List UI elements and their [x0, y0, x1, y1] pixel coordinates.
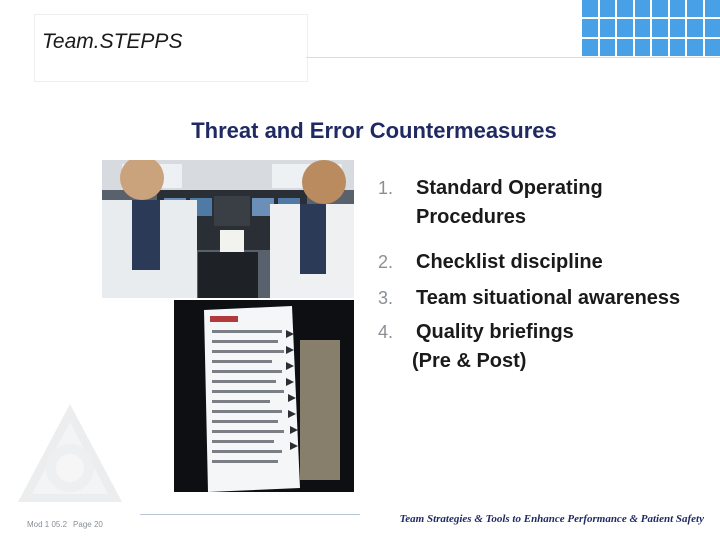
cockpit-illustration: [102, 160, 354, 298]
list-item: 4. Quality briefings (Pre & Post): [378, 321, 574, 372]
footer-divider: [140, 514, 360, 515]
corner-grid-decoration: [582, 0, 720, 56]
checklist-photo: [174, 300, 354, 492]
teamstepps-triangle-icon: [12, 398, 128, 514]
countermeasures-list: [378, 174, 698, 376]
brand-name: Team.STEPPS: [42, 30, 183, 53]
list-item: 1. Standard Operating Procedures: [378, 177, 603, 228]
list-item: 3. Team situational awareness: [378, 287, 681, 309]
cockpit-photo: [102, 160, 354, 298]
slide-title: Threat and Error Countermeasures: [191, 118, 557, 143]
checklist-illustration: [174, 300, 354, 492]
footer-module: Mod 1 05.2 Page 20: [27, 520, 103, 529]
footer-tagline: Team Strategies & Tools to Enhance Performance & Patient Safety: [399, 513, 704, 525]
list-item: 2. Checklist discipline: [378, 251, 603, 273]
header-divider: [306, 57, 720, 58]
